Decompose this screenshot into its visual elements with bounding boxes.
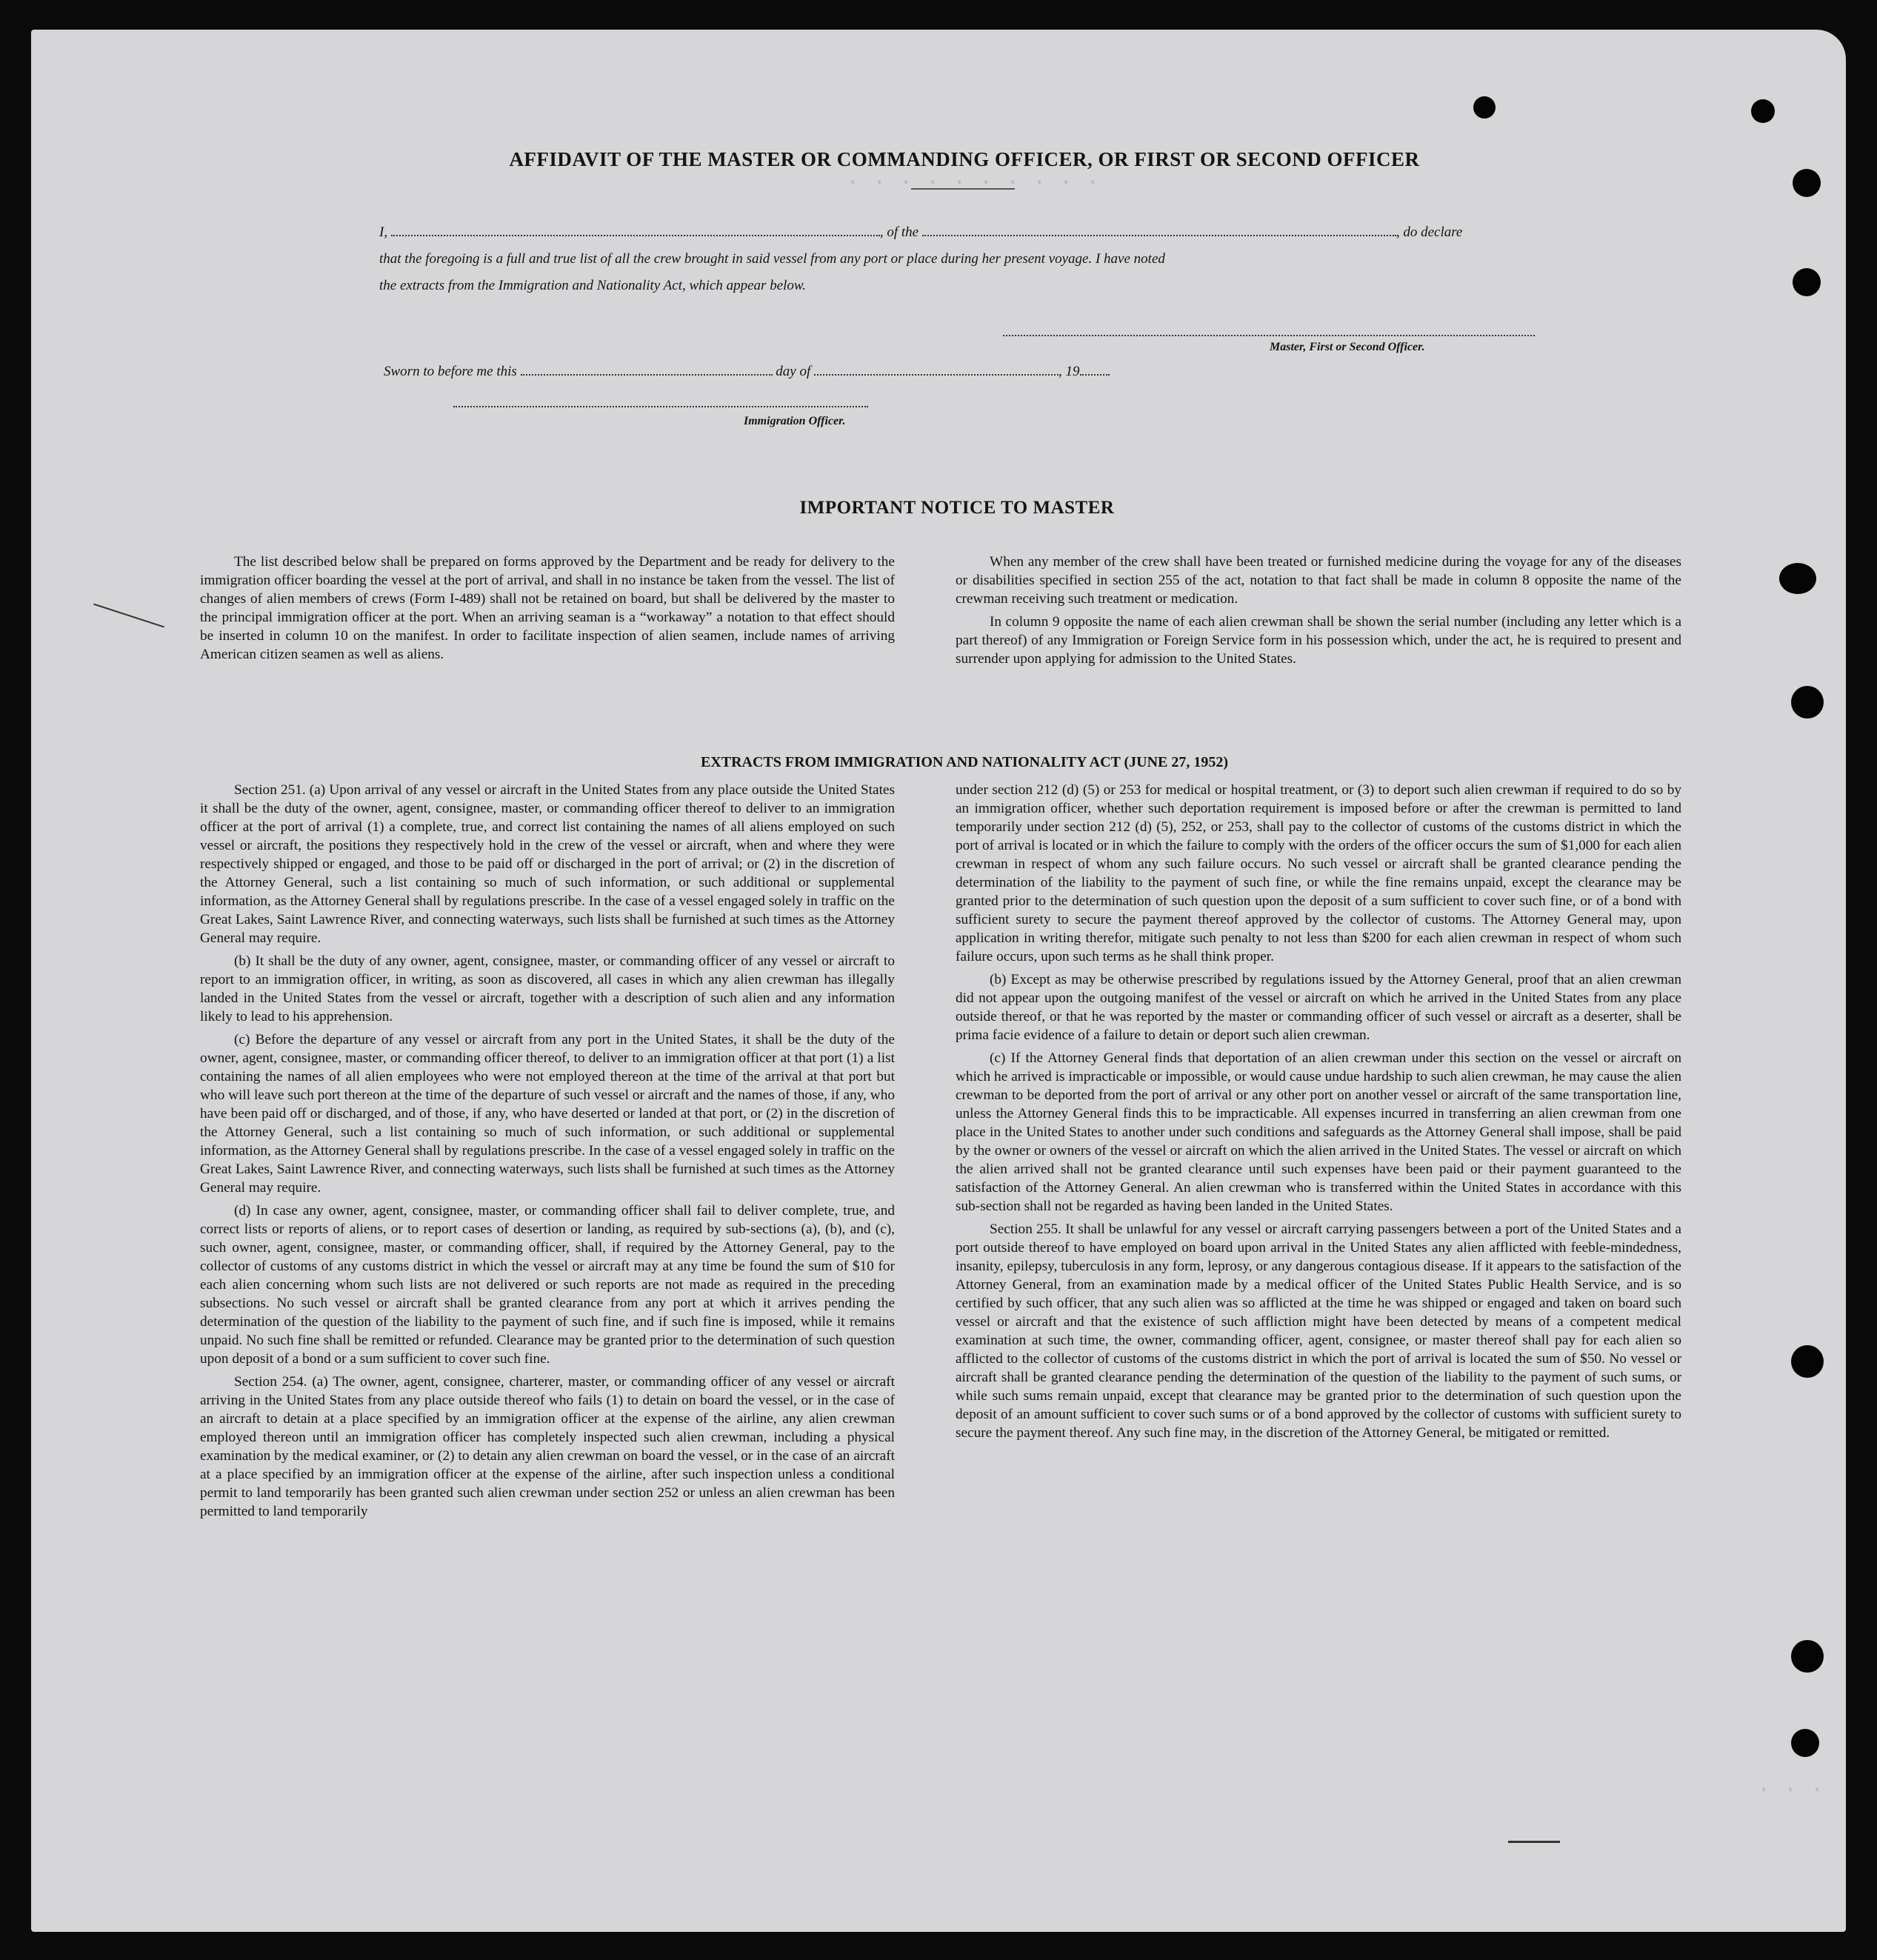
punch-hole xyxy=(1793,169,1821,197)
section-251a: Section 251. (a) Upon arrival of any vessel or aircraft in the United States from any place outside the United States it shall be the duty of the owner, agent, consignee, master, or commanding officer thereof to deliver to an immigration officer at the port of arrival (1) a complete, true, and correct list containing the names of all aliens employed on such vessel or aircraft, the positions they respectively hold in the crew of the vessel or aircraft, when and where they were respectively shipped or engaged, and those to be paid off or discharged in the port of arrival; or (2) in the discretion of the Attorney General, such a list containing so much of such information, or such additional or supplemental information, as the Attorney General shall by regulations prescribe. In the case of a vessel engaged solely in traffic on the Great Lakes, Saint Lawrence River, and connecting waterways, such lists shall be furnished at such times as the Attorney General may require. xyxy=(200,782,895,946)
punch-hole xyxy=(1791,1729,1819,1757)
notice-paragraph: The list described below shall be prepared on forms approved by the Department and be ready for delivery to the immigration officer boarding the vessel at the port of arrival, and shall in no instance be taken from the vessel. The list of changes of alien members of crews (Form I-489) shall not be retained on board, but shall be delivered by the master to the principal immigration officer at the port. When an arriving seaman is a “workaway” a notation to that effect should be inserted in column 10 on the manifest. In order to facilitate inspection of alien seamen, include names of arriving American citizen seamen as well as aliens. xyxy=(200,554,895,662)
extracts-left-column xyxy=(200,781,895,1525)
extracts-title: EXTRACTS FROM IMMIGRATION AND NATIONALITY ACT (JUNE 27, 1952) xyxy=(700,754,1229,770)
section-254b: (b) Except as may be otherwise prescribed by regulations issued by the Attorney General, proof that an alien crewman did not appear upon the outgoing manifest of the vessel or aircraft on which he arrived in the United States from any place outside thereof, or that he was reported by the master or commanding officer of such vessel or aircraft as a deserter, shall be prima facie evidence of a failure to detain or deport such alien crewman. xyxy=(956,972,1681,1043)
declaration-line-3: the extracts from the Immigration and Nationality Act, which appear below. xyxy=(379,278,806,293)
bleed-through-text: · · · · · · · · · · xyxy=(846,170,1100,196)
punch-hole xyxy=(1791,1640,1824,1673)
bleed-through-text: · · · xyxy=(1757,1778,1824,1803)
pencil-mark xyxy=(93,604,164,628)
vessel-field[interactable] xyxy=(922,224,1396,236)
officer-signature-line[interactable] xyxy=(453,406,868,407)
i-label: I, xyxy=(379,224,388,240)
of-the-label: , of the xyxy=(879,224,919,240)
notice-right-column xyxy=(956,553,1681,673)
document-page xyxy=(31,30,1846,1932)
affidavit-title: AFFIDAVIT OF THE MASTER OR COMMANDING OFFICER, OR FIRST OR SECOND OFFICER xyxy=(509,148,1420,170)
punch-hole xyxy=(1751,99,1775,123)
divider xyxy=(911,188,1015,190)
section-254c: (c) If the Attorney General finds that deportation of an alien crewman under this section on the vessel or aircraft on which he arrived is impracticable or impossible, or would cause undue hardship to such alien crewman, he may cause the alien crewman to be deported from the port of arrival or any other port on another vessel or aircraft of the same transportation line, unless the Attorney General finds this to be impracticable. All expenses incurred in transferring an alien crewman from one place in the United States to another under such conditions and safeguards as the Attorney General shall impose, shall be paid by the owner or owners of the vessel or aircraft on which the alien arrived in the United States. The vessel or aircraft on which the alien arrived shall not be granted clearance until such expenses have been paid or their payment guaranteed to the satisfaction of the Attorney General. An alien crewman who is transferred within the United States in accordance with this sub-section shall not be regarded as having been landed in the United States. xyxy=(956,1050,1681,1214)
notice-paragraph: When any member of the crew shall have been treated or furnished medicine during the voyage for any of the diseases or disabilities specified in section 255 of the act, notation to that fact shall be made in column 8 opposite the name of the crewman receiving such treatment or medication. xyxy=(956,554,1681,607)
master-signature-label: Master, First or Second Officer. xyxy=(1270,341,1425,353)
officer-signature-label: Immigration Officer. xyxy=(744,415,846,427)
sworn-line xyxy=(384,359,1539,385)
punch-hole xyxy=(1473,96,1496,119)
section-254a-cont: under section 212 (d) (5) or 253 for medical or hospital treatment, or (3) to deport such alien crewman if required to do so by an immigration officer, whether such deportation requirement is imposed before or after the crewman is permitted to land temporarily under section 212 (d) (5), 252, or 253, shall pay to the collector of customs of the customs district in which the port of arrival is located or in which the failure to comply with the orders of the officer occurs the sum of $1,000 for each alien crewman in respect of whom any such failure occurs. No such vessel or aircraft shall be granted clearance pending the determination of the liability to the payment of such fine, or while the fine remains unpaid, except the clearance may be granted prior to the determination of such question upon the deposit of a sum sufficient to cover such fine, or of a bond with sufficient surety to secure the payment thereof approved by the collector of customs. The Attorney General may, upon application in writing therefor, mitigate such penalty to not less than $200 for each alien crewman in respect of whom such failure occurs, upon such terms as he shall think proper. xyxy=(956,782,1681,964)
notice-title: IMPORTANT NOTICE TO MASTER xyxy=(799,498,1115,518)
section-251d: (d) In case any owner, agent, consignee, master, or commanding officer shall fail to deliver complete, true, and correct lists or reports of aliens, or to report cases of desertion or landing, as required by sub-sections (a), (b), and (c), such owner, agent, consignee, master, or commanding officer, shall, if required by the Attorney General, pay to the collector of customs of any customs district in which the vessel or aircraft may at any time be found the sum of $10 for each alien concerning whom such lists are not delivered or such reports are not made as required in the preceding subsections. No such vessel or aircraft shall be granted clearance from any port at which it arrives pending the determination of the question of the liability to the payment of such fine, and if such fine is imposed, while it remains unpaid. No such fine shall be remitted or refunded. Clearance may be granted prior to the determination of such question upon deposit of a bond or a sum sufficient to cover such fine. xyxy=(200,1203,895,1367)
section-251b: (b) It shall be the duty of any owner, agent, consignee, master, or commanding officer of any vessel or aircraft to report to an immigration officer, in writing, as soon as discovered, all cases in which any alien crewman has illegally landed in the United States from the vessel or aircraft, together with a description of such alien and any information likely to lead to his apprehension. xyxy=(200,953,895,1024)
declaration-line-2: that the foregoing is a full and true list of all the crew brought in said vessel from any port or place during her present voyage. I have noted xyxy=(379,251,1165,267)
punch-hole xyxy=(1793,268,1821,296)
notice-paragraph: In column 9 opposite the name of each alien crewman shall be shown the serial number (including any letter which is a part thereof) of any Immigration or Foreign Service form in his possession which, under the act, he is required to present and surrender upon applying for admission to the United States. xyxy=(956,614,1681,667)
punch-hole xyxy=(1791,1345,1824,1378)
do-declare-label: , do declare xyxy=(1396,224,1463,240)
master-signature-line[interactable] xyxy=(1003,335,1535,336)
declaration-line-1 xyxy=(379,219,1535,246)
day-of-label: day of xyxy=(776,364,811,379)
sworn-label: Sworn to before me this xyxy=(384,364,517,379)
sworn-day-field[interactable] xyxy=(521,364,773,376)
pencil-mark xyxy=(1508,1841,1560,1843)
sworn-year-field[interactable] xyxy=(1080,364,1110,376)
section-251c: (c) Before the departure of any vessel or aircraft from any port in the United States, it shall be the duty of the owner, agent, consignee, master, or commanding officer thereof, to deliver to an immigration officer at that port (1) a list containing the names of all alien employees who were not employed thereon at the time of the arrival at that port but who will leave such port thereon at the time of the departure of such vessel or aircraft and the names of those, if any, who have been paid off or discharged, and of those, if any, who have deserted or landed at that port, or (2) in the discretion of the Attorney General, such a list containing so much of such information, or such additional or supplemental information, as the Attorney General shall by regulations prescribe. In the case of a vessel engaged solely in traffic on the Great Lakes, Saint Lawrence River, and connecting waterways, such lists shall be furnished at such times as the Attorney General may require. xyxy=(200,1032,895,1196)
name-field[interactable] xyxy=(391,224,880,236)
section-255: Section 255. It shall be unlawful for any vessel or aircraft carrying passengers between a port of the United States and a port outside thereof to have employed on board upon arrival in the United States any alien afflicted with feeble-mindedness, insanity, epilepsy, tuberculosis in any form, leprosy, or any dangerous contagious disease. If it appears to the satisfaction of the Attorney General, from an examination made by a medical officer of the United States Public Health Service, and is so certified by such officer, that any such alien was so afflicted at the time he was shipped or engaged and taken on board such vessel or aircraft and that the existence of such affliction might have been detected by means of a competent medical examination at such time, the owner, commanding officer, agent, consignee, or master thereof shall pay for each alien so afflicted to the collector of customs of the customs district in which the port of arrival is located the sum of $50. No vessel or aircraft shall be granted clearance pending the determination of the question of the liability to the payment of such sums, or while such sums remain unpaid, except that clearance may be granted prior to the determination of such question upon the deposit of an amount sufficient to cover such sums or of a bond approved by the collector of customs with sufficient surety to secure the payment thereof. Any such fine may, in the discretion of the Attorney General, be mitigated or remitted. xyxy=(956,1221,1681,1441)
year-label: , 19 xyxy=(1058,364,1080,379)
section-254a: Section 254. (a) The owner, agent, consignee, charterer, master, or commanding officer of any vessel or aircraft arriving in the United States from any place outside thereof who fails (1) to detain on board the vessel, or in the case of an aircraft to detain at a place specified by an immigration officer at the expense of the airline, any alien crewman employed thereon until an immigration officer has completely inspected such alien crewman, including a physical examination by the medical examiner, or (2) to detain any alien crewman on board the vessel, or in the case of an aircraft at a place specified by an immigration officer at the expense of the airline, after such inspection unless a conditional permit to land temporarily has been granted such alien crewman under section 252 or unless an alien crewman has been permitted to land temporarily xyxy=(200,1374,895,1519)
punch-hole xyxy=(1791,686,1824,719)
punch-hole xyxy=(1779,563,1816,594)
notice-left-column xyxy=(200,553,895,668)
sworn-month-field[interactable] xyxy=(814,364,1058,376)
extracts-right-column xyxy=(956,781,1681,1447)
